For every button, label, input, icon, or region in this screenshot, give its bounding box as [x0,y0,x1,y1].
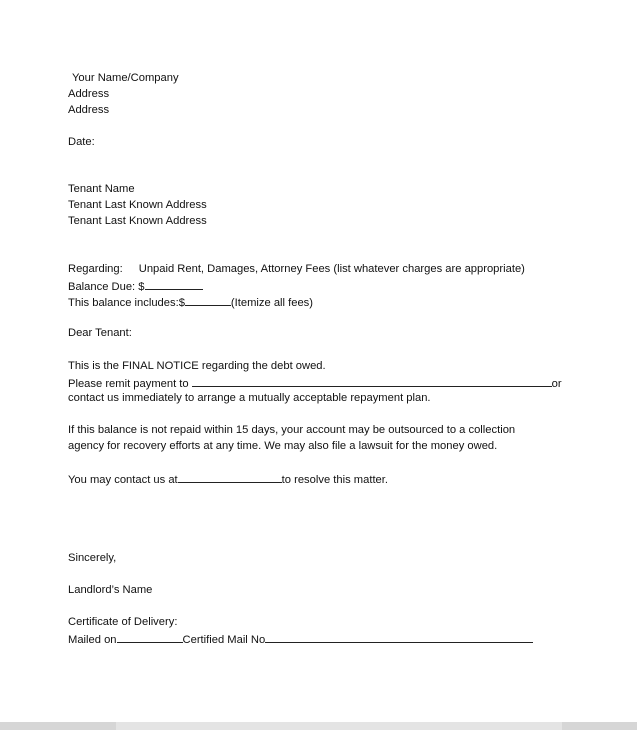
contact-line [68,471,388,487]
date-label: Date: [68,136,95,148]
remit-payment-line [68,375,562,391]
certified-mail-label: Certified Mail No [182,634,266,646]
mailed-on-label: Mailed on [68,634,117,646]
balance-due-blank [145,278,203,290]
repayment-plan-line: contact us immediately to arrange a mutually acceptable repayment plan. [68,392,431,404]
bottom-bar-segment [0,722,116,730]
tenant-address-1: Tenant Last Known Address [68,199,207,211]
final-notice-line: This is the FINAL NOTICE regarding the debt owed. [68,360,326,372]
regarding-text: Unpaid Rent, Damages, Attorney Fees (list whatever charges are appropriate) [138,263,525,275]
balance-due-line [68,278,203,294]
mailed-line [68,631,533,647]
landlord-signature: Landlord’s Name [68,584,153,596]
bottom-bar-segment [562,722,637,730]
balance-includes-label: This balance includes:$ [68,297,185,309]
balance-includes-blank [185,294,231,306]
closing: Sincerely, [68,552,117,564]
remit-payment-blank [192,375,552,387]
sender-name: Your Name/Company [72,72,179,84]
remit-or: or [551,378,562,390]
balance-due-label: Balance Due: $ [68,281,145,293]
certified-mail-blank [265,631,533,643]
contact-prefix: You may contact us at [68,474,178,486]
regarding-line [68,262,525,276]
contact-blank [178,471,282,483]
collection-warning-line-2: agency for recovery efforts at any time. We may also file a lawsuit for the money owed. [68,440,498,452]
salutation: Dear Tenant: [68,327,132,339]
itemize-note: (Itemize all fees) [230,297,313,309]
tenant-name: Tenant Name [68,183,135,195]
tenant-address-2: Tenant Last Known Address [68,215,207,227]
sender-address-1: Address [68,88,110,100]
balance-includes-line [68,294,313,310]
viewer-bottom-bar [0,722,637,730]
sender-address-2: Address [68,104,110,116]
collection-warning-line-1: If this balance is not repaid within 15 days, your account may be outsourced to a collection [68,424,516,436]
certificate-title: Certificate of Delivery: [68,616,178,628]
mailed-on-blank [117,631,183,643]
regarding-label: Regarding: [68,263,123,275]
remit-payment-label: Please remit payment to [68,378,189,390]
contact-suffix: to resolve this matter. [281,474,388,486]
